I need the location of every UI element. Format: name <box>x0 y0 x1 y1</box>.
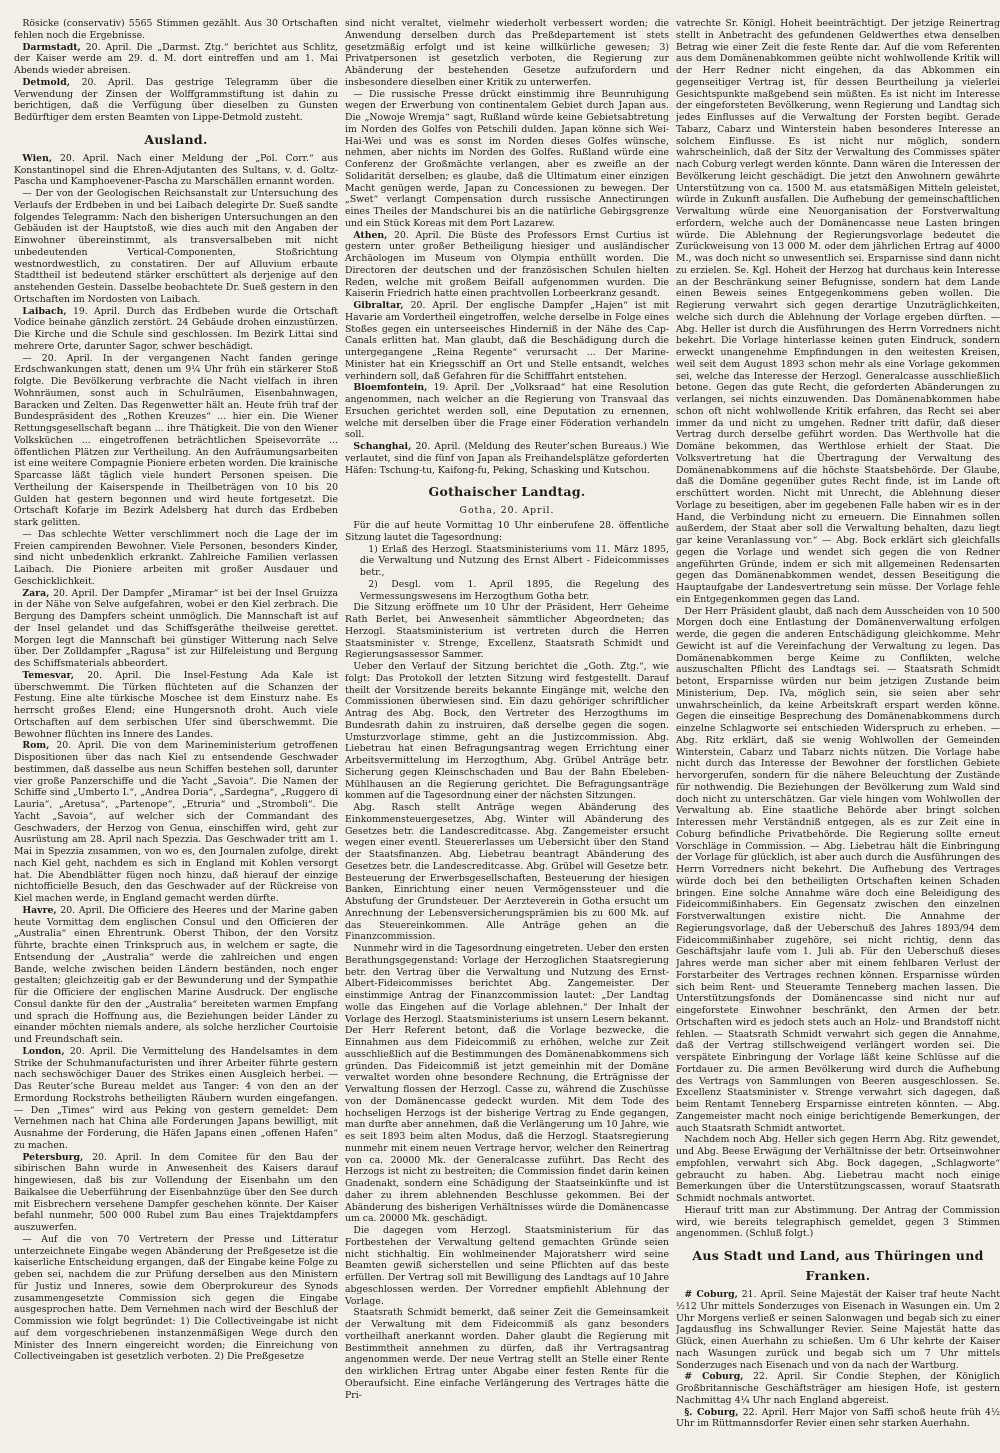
article-paragraph <box>14 529 338 588</box>
paragraph-text: 19. April. Durch das Erdbeben wurde die Ortschaft Vodice beinahe gänzlich zerstört. 24 Gebäude drohen einzustürzen. Die Kirche und die Schule sind geschlossen. Im Bezirk Littai sind mehrere Orte, darunter Sagor, schwer beschädigt. <box>14 305 338 352</box>
paragraph-text: — 20. April. In der vergangenen Nacht fanden geringe Erdschwankungen statt, denen um 9¼ Uhr früh ein stärkerer Stoß folgte. Die Bevölkerung verbrachte die Nacht vielfach in ihren Wohnräumen, sonst auch in Schulräumen, Eisenbahnwagen, Baracken und Zelten. Das Regenwetter hält an. Heute früh traf der Bundespräsident des „Rothen Kreuzes“ ... hier ein. Die Wiener Rettungsgesellschaft begann ... ihre Thätigkeit. Die von den Wiener Volksküchen ... eingetroffenen beträchtlichen Speisevorräte ... öffentlichen Plätzen zur Vertheilung. An den Aufräumungsarbeiten ist eine weitere Compagnie Pioniere erbeten worden. Die krainische Sparcasse läßt täglich viele hundert Personen speisen. Die Vertheilung der Kaiserspende in Theilbeträgen von 10 bis 20 Gulden hat gestern begonnen und wird heute fortgesetzt. Die Ortschaft Kofarje im Bezirk Adelsberg hat durch das Erdbeben stark gelitten. <box>14 352 338 528</box>
dateline-place: Wien, <box>22 152 53 164</box>
dateline-place: Laibach, <box>22 305 67 317</box>
article-paragraph <box>345 441 669 476</box>
article-paragraph <box>345 943 669 1225</box>
paragraph-text: — Der von der Geologischen Reichsanstalt zur Untersuchung des Verlaufs der Erdbeben in und bei Laibach delegirte Dr. Sueß sandte folgendes Telegramm: Nach den bisherigen Untersuchungen an den Gebäuden ist der Hauptstoß, wie dies auch mit den Angaben der Einwohner übereinstimmt, als transversalbeben mit nicht unbedeutenden Vertical-Componenten, Stoßrichtung westnordwestlich, zu constatiren. Der auf Alluvium erbaute Stadttheil ist bedeutend stärker erschüttert als derjenige auf den anstehenden Gestein. Dasselbe beobachtete Dr. Sueß gestern in den Ortschaften im Nordosten von Laibach. <box>14 188 338 305</box>
paragraph-text: sind nicht veraltet, vielmehr wiederholt verbessert worden; die Anwendung derselben durch das Preßdepartement ist stets gesetzmäßig erfolgt und ist keine willkürliche gewesen; 3) Privatpersonen ist gesetzlich verboten, die Regierung zur Abänderung der bestehenden Gesetze aufzufordern und insbesondere dieselben einer Kritik zu unterwerfen. <box>345 18 669 88</box>
paragraph-text: 20. April. Der englische Dampfer „Hajen“ ist mit Havarie am Vordertheil eingetroffen, welche derselbe in Folge eines Stoßes gegen ein unterseeisches Hinderniß in der Nähe des Cap-Canals erlitten hat. Man glaubt, daß die Beschädigung durch die untergegangene „Reina Regente“ verursacht ... Der Marine-Minister hat ein Kriegsschiff an Ort und Stelle entsandt, welches verhindern soll, daß Gefahren für die Schifffahrt entstehen. <box>345 300 669 382</box>
article-paragraph <box>345 89 669 230</box>
paragraph-text: Ausland. <box>144 131 208 147</box>
article-paragraph <box>345 300 669 382</box>
section-heading <box>345 482 669 502</box>
article-paragraph <box>676 1289 1000 1371</box>
paragraph-text: — Die russische Presse drückt einstimmig ihre Beunruhigung wegen der Erwerbung von continentalem Gebiet durch Japan aus. Die „Nowoje Wremja“ sagt, Rußland würde keine Gebietsabtretung im Norden des Golfes von Petschili dulden. Japan könne sich Wei-Hai-Wei und was es sonst im Norden dieses Golfes wünsche, nehmen, aber nichts im Norden des Golfes. Rußland würde eine Conferenz der Großmächte verlangen, aber es zweifle an der Solidarität derselben; es glaube, daß die Ultimatum einer einzigen Macht genügen werde, Japan zu Concessionen zu bewegen. Der „Swet“ verlangt Compensation durch russische Annectirungen eines Theiles der Mandschurei bis an die natürliche Gebirgsgrenze und ein Stück Koreas mit dem Port Lazarew. <box>345 88 669 229</box>
article-paragraph <box>14 188 338 306</box>
article-paragraph <box>676 18 1000 606</box>
paragraph-text: — Auf die von 70 Vertretern der Presse und Litteratur unterzeichnete Eingabe wegen Abänderung der Preßgesetze ist die kaiserliche Entscheidung ergangen, daß der Eingabe keine Folge zu geben sei, nachdem die zur Prüfung derselben aus den Ministern für Justiz und Inneres, sowie dem Oberprokureur des Synods zusammengesetzte Commission sich gegen die Eingabe ausgesprochen hatte. Dem Vernehmen nach wird der Beschluß der Commission wie folgt begründet: 1) Die Collectiveingabe ist nicht auf dem vorgeschriebenen instanzenmäßigen Wege durch den Minister des Innern eingereicht worden; die Einreichung von Collectiveingaben ist gesetzlich verboten. 2) Die Preßgesetze <box>14 1233 338 1363</box>
dateline-place: London, <box>22 1045 65 1057</box>
paragraph-text: 20. April. Der Dampfer „Miramar“ ist bei der Insel Gruizza in der Nähe von Selve aufgefahren, wobei er den Kiel zerbrach. Die Bergung des Dampfers scheint unmöglich. Die Mannschaft ist auf der Insel gelandet und das Schiffsgeräthe theilweise gerettet. Morgen legt die Mannschaft bei günstiger Witterung nach Selve über. Der Zolldampfer „Ragusa“ ist zur Hilfeleistung und Bergung des Schiffsmaterials abbeordert. <box>14 587 338 669</box>
article-paragraph <box>14 1046 338 1152</box>
article-paragraph <box>14 670 338 741</box>
article-paragraph <box>345 520 669 544</box>
paragraph-text: 20. April. Die Officiere des Heeres und der Marine gaben heute Vormittag dem englischen Consul und den Officieren der „Australia“ einen Ehrentrunk. Oberst Thibon, der den Vorsitz führte, brachte einen Trinkspruch aus, in welchem er sagte, die Entsendung der „Australia“ werde die zahlreichen und engen Bande, welche zwischen beiden Ländern beständen, noch enger gestalten; gleichzeitig gab er der Bewunderung und der Sympathie für die Officiere der englischen Marine Ausdruck. Der englische Consul dankte für den der „Australia“ bereiteten warmen Empfang und sprach die Hoffnung aus, die Beziehungen beider Länder zu einander möchten niemals andere, als solche herzlicher Courtoisie und Freundschaft sein. <box>14 904 338 1045</box>
paragraph-text: Der Herr Präsident glaubt, daß nach dem Ausscheiden von 10 500 Morgen doch eine Entlastung der Domänenverwaltung erfolgen werde, die gegen die anderen Entschädigung gleichkomme. Mehr Gewicht ist auf die Vereinfachung der Verwaltung zu legen. Das Domänenabkommen berge Keime zu Conflikten, welche auszuschalten Pflicht des Landtags sei. — Staatsrath Schmidt betont, Ersparnisse würden nur beim jetzigen Zustande beim Ministerium, Dep. IVa, möglich sein, sie seien aber sehr unwahrscheinlich, da keine Arbeitskraft erspart werden könne. Gegen die einseitige Besprechung des Domänenabkommens durch einzelne Schlagworte sei entschieden Widerspruch zu erheben. — Abg. Ritz erklärt, daß sie wenig Wohlwollen der Gemeinden Winterstein, Cabarz und Tabarz nichts nützen. Die Vorlage habe nicht durch das Interesse der Bewohner der forstlichen Gebiete hervorgerufen, sondern für die nähere Beleuchtung der Zustände für nothwendig. Die Beziehungen der Bevölkerung zum Wald sind doch nicht zu unterschätzen. Gar viele hingen vom Wohlwollen der Verwaltung ab. Eine staatliche Behörde aber bringt solchen Interessen mehr Verständniß entgegen, als es zur Zeit eine in Coburg befindliche Privatbehörde. Die Regierung sollte erneut Vorschläge in Commission. — Abg. Liebetrau hält die Einbringung der Vorlage für glücklich, ist aber auch durch die Ausführungen des Herrn Vorredners nicht bekehrt. Die Aufhebung des Vertrages würde doch bei den betheiligten Ortschaften keinen Schaden bringen. Eine solche Annahme wäre doch eine Beleidigung des Fideicommißinhabers. Ein Gegensatz zwischen den einzelnen Forstverwaltungen existire nicht. Die Annahme der Regierungsvorlage, daß der Ueberschuß des Jahres 1893/94 dem Fideicommißinhaber zugehöre, sei nicht richtig, denn das Geschäftsjahr laufe vom 1. Juli ab. Für den Ueberschuß dieses Jahres werde man sicher aber mit einem fehlbaren Verlust der Forstarbeiter des Vertrages rechnen können. Ersparnisse würden sich beim Rent- und Steueramte Tenneberg machen lassen. Die Unterstützungsfonds der Domänencasse sind nicht nur auf eingeforstete Einwohner beschränkt, den Armen der betr. Ortschaften wird es jedoch stets auch an Holz- und Brandstoff nicht fehlen. — Staatsrath Schmidt verwahrt sich gegen die Annahme, daß der Vertrag stillschweigend verlängert worden sei. Die verspätete Einbringung der Vorlage läßt keine Schlüsse auf die Fortdauer zu. Die armen Bevölkerung wird durch die Aufhebung des Vertrags von Sammlungen von Beeren ausgeschlossen. Se. Excellenz Staatsminister v. Strenge verwahrt sich dagegen, daß beim Rentamt Tenneberg Ersparnisse eintreten könnten. — Abg. Zangemeister macht noch einige berichtigende Bemerkungen, der auch Staatsrath Schmidt antwortet. <box>676 605 1000 1134</box>
dateline-place: Schanghai, <box>353 441 412 452</box>
paragraph-text: 20. April. Die Vermittelung des Handelsamtes in dem Strike der Schuhmanufacturisten und ihrer Arbeiter führte gestern nach sechswöchiger Dauer des Strikes einen Ausgleich herbei. — Das Reuter’sche Bureau meldet aus Tanger: 4 von den an der Ermordung Rockstrohs betheiligten Räubern wurden eingefangen. — Den „Times“ wird aus Peking von gestern gemeldet: Dem Vernehmen nach hat China alle Forderungen Japans bewilligt, mit Ausnahme der Forderung, die Häfen Japans einen „offenen Hafen“ zu machen. <box>14 1045 338 1151</box>
paragraph-text: Staatsrath Schmidt bemerkt, daß seiner Zeit die Gemeinsamkeit der Verwaltung mit dem Fideicommiß als ganz besonders vortheilhaft anerkannt worden. Daher glaubt die Regierung mit Bestimmtheit annehmen zu dürfen, daß ihr Vertragsantrag angenommen werde. Der neue Vertrag stellt an Stelle einer Rente den wirklichen Ertrag unter Abgabe einer festen Rente für die Oberaufsicht. Eine einfache Verlängerung des Vertrages hätte die Pri- <box>345 1307 669 1401</box>
article-paragraph <box>676 1371 1000 1406</box>
dateline-place: Zara, <box>22 587 50 599</box>
column-left <box>14 18 338 1438</box>
paragraph-text: — Das schlechte Wetter verschlimmert noch die Lage der im Freien campirenden Bewohner. Viele Personen, besonders Kinder, sind nicht unbedenklich erkrankt. Zahlreiche Familien verlassen Laibach. Die Pioniere arbeiten mit großer Ausdauer und Geschicklichkeit. <box>14 528 338 587</box>
article-paragraph <box>345 230 669 301</box>
article-paragraph <box>345 602 669 661</box>
dateline-place: Temesvar, <box>22 669 74 681</box>
dateline-place: Rom, <box>22 740 50 752</box>
paragraph-text: Die dagegen vom Herzogl. Staatsministerium für das Fortbestehen der Verwaltung geltend gemachten Gründe seien nicht stichhaltig. Ein wohlmeinender Majoratsherr wird seine Beamten gewiß sicherstellen und seine Pflichten auf das beste erfüllen. Der Vertrag soll mit Bewilligung des Landtags auf 10 Jahre abgeschlossen werden. Der Vorredner empfiehlt Ablehnung der Vorlage. <box>345 1225 669 1307</box>
paragraph-text: Ueber den Verlauf der Sitzung berichtet die „Goth. Ztg.“, wie folgt: Das Protokoll der letzten Sitzung wird festgestellt. Darauf theilt der Vorsitzende bereits bekannte Eingänge mit, welche den Commissionen überwiesen sind. Ein dazu gehöriger schriftlicher Antrag des Abg. Bock, den Vertreter des Herzogthums im Bundesrath dahin zu instruiren, daß derselbe gegen die sogen. Umsturzvorlage stimme, geht an die Justizcommission. Abg. Liebetrau hat einen Befragungsantrag wegen Errichtung einer Arbeitsvermittelung im Herzogthum, Abg. Grübel Anträge betr. Sicherung gegen Kleinschschaden und Bau der Bahn Ebeleben-Mühlhausen an die Regierung gerichtet. Die Befragungsanträge kommen auf die Tagesordnung einer der nächsten Sitzungen. <box>345 661 669 802</box>
paragraph-text: vatrechte Sr. Königl. Hoheit beeinträchtigt. Der jetzige Reinertrag stellt in Anbetracht des gefundenen Geldwerthes etwa denselben Betrag wie einer Zeit die feste Rente dar. Auf die vom Referenten aus dem Domänenabkommen geübte nicht wohlwollende Kritik will der Herr Redner nicht eingehen, da das Abkommen ein gegenseitiger Vertrag ist, für dessen Beurtheilung ja vielerlei Gesichtspunkte maßgebend sein müßten. Es ist nicht im Interesse der eingeforsteten Bevölkerung, wenn Regierung und Landtag sich jedes Einflusses auf die Verwaltung der Forsten begibt. Gerade Tabarz, Cabarz und Winterstein haben besonderes Interesse an solchem Einflusse. Es ist nicht nur möglich, sondern wahrscheinlich, daß der Sitz der Verwaltung des Commisses später nach Coburg verlegt werden könnte. Dann wären die Interessen der Bevölkerung leicht geschädigt. Die jetzt den Anwohnern gewährte Unterstützung von ca. 1500 M. aus etatsmäßigen Mitteln geleistet, würde in Zukunft ausfallen. Die Aufhebung der gemeinschaftlichen Verwaltung würde eine Neuorganisation der Forstverwaltung erfordern, welche auch der Domänencasse neue Lasten bringen würde. Die Ablehnung der Regierungsvorlage bedeutet die Zurückweisung von 13 000 M. oder dem jährlichen Ertrag auf 4000 M., was doch nicht so unwesentlich sei. Ersparnisse sind dann nicht zu erzielen. Se. Kgl. Hoheit der Herzog hat durchaus kein Interesse an der Beschränkung seiner Befugnisse, sondern hat dem Lande einen Beweis seines Entgegenkommens geben wollen. Die Regierung verwahrt sich gegen derartige Unzuträglichkeiten, welche sich durch die Ablehnung der Vorlage ergeben dürften. — Abg. Heller ist durch die Ausführungen des Herrn Vorredners nicht bekehrt. Die Vorlage hinterlasse keinen guten Eindruck, sondern erweckt unangenehme Empfindungen in den weitesten Kreisen, weil seit dem August 1893 schon mehr als eine Vorlage gekommen sei, welche das Interesse der Herzogl. Generalcasse ausschließlich betone. Gegen das gute Recht, die geforderten Abänderungen zu verlangen, sei nichts einzuwenden. Das Domänenabkommen habe schon oft nicht wohlwollende Kritik erfahren, das Recht sei aber immer da und nicht zu umgehen. Redner tritt dafür, daß dieser Vertrag durch derselbe geführt worden. Das Werthvolle hat die Domäne bekommen, das Werthlose erhielt der Staat. Die Volksvertretung hat die Übertragung der Verwaltung des Domänenabkommens auf die höchste Staatsbehörde. Der Glaube, daß die Domäne gegenüber gutes Recht finde, ist im Lande oft erschüttert worden. Nicht mit Unrecht, die Ablehnung dieser Vorlage zu beseitigen, aber im gegebenen Falle haben wir es in der Hand, die Verbindung nicht zu erneuern. Die Einnahmen sollen außerdem, der Staat aber soll die Verwaltung behalten, dazu liegt gar keine Veranlassung vor.“ — Abg. Bock erklärt sich gleichfalls gegen die Vorlage und wendet sich gegen die von Redner angeführten Gründe, indem er sich mit allgemeinen Redensarten gegen das Domänenabkommen wendet, dessen Beseitigung die Hauptaufgabe der Landesvertretung sein müsse. Der Vorlage fehle ein Entgegenkommen gegen das Land. <box>676 18 1000 605</box>
dateline-place: Darmstadt, <box>22 41 81 53</box>
dateline-place: Detmold, <box>22 76 70 88</box>
article-paragraph <box>345 661 669 802</box>
column-grid <box>14 18 1000 1438</box>
article-paragraph <box>14 42 338 77</box>
paragraph-text: Abg. Rasch stellt Anträge wegen Abänderung des Einkommensteuergesetzes, Abg. Winter will Abänderung des Gesetzes betr. die Landescreditcasse. Abg. Zangemeister ersucht wegen einer eventl. Steuererlasses um Uebersicht über den Stand der Staatsfinanzen. Abg. Liebetrau beantragt Abänderung des Gesetzes betr. die Landescreditcasse. Abg. Grübel will Gesetze betr. Besteuerung der Erwerbsgesellschaften, Besteuerung der hiesigen Banken, Einrichtung einer neuen Vermögenssteuer und die Abstufung der Grundsteuer. Der Aerzteverein in Gotha ersucht um Anrechnung der Lebensversicherungsprämien bis zu 600 Mk. auf das Steuereinkommen. Alle Anträge gehen an die Finanzcommission. <box>345 802 669 943</box>
paragraph-text: 20. April. (Meldung des Reuter’schen Bureaus.) Wie verlautet, sind die fünf von Japan als Freihandelsplätze geforderten Häfen: Tschung-tu, Kaifong-fu, Peking, Schasking und Kutschou. <box>345 441 669 476</box>
dateline-place: Petersburg, <box>22 1151 84 1163</box>
article-paragraph <box>14 905 338 1046</box>
article-paragraph <box>676 1134 1000 1205</box>
article-paragraph <box>676 1205 1000 1240</box>
section-heading <box>676 1246 1000 1286</box>
column-middle <box>345 18 669 1438</box>
dateline-place: Athen, <box>353 229 388 241</box>
dateline-place: Bloemfontein, <box>353 382 428 394</box>
paragraph-text: 20. April. In dem Comitee für den Bau der sibirischen Bahn wurde in Anwesenheit des Kaisers darauf hingewiesen, daß bis zur Vollendung der Eisenbahn um den Baikalsee die Ueberführung der Eisenbahnzüge über den See durch mit Eisbrechern versehene Dampfer geschehen könnte. Der Kaiser befahl nunmehr, 500 000 Rubel zum Bau eines Trajektdampfers auszuwerfen. <box>14 1151 338 1233</box>
paragraph-text: Nunmehr wird in die Tagesordnung eingetreten. Ueber den ersten Berathungsgegenstand: Vorlage der Herzoglichen Staatsregierung betr. den Vertrag über die Verwaltung und Nutzung des Ernst-Albert-Fideicommisses berichtet Abg. Zangemeister. Der einstimmige Antrag der Finanzcommission lautet: „Der Landtag wolle das Eingehen auf die Vorlage ablehnen.“ Der Inhalt der Vorlage des Herzogl. Staatsministeriums ist unsern Lesern bekannt. Der Herr Referent betont, daß die Vorlage bezwecke, die Einnahmen aus dem Fideicommiß zu erhöhen, welche zur Zeit ausschließlich auf die Bestimmungen des Domänenabkommens sich gründen. Das Fideicommiß ist jetzt gemeinhin mit der Domäne verwaltet worden ohne besondere Rechnung, die Erträgnisse der Verwaltung flossen der Herzogl. Casse zu, während die Zuschüsse von der Domänencasse gedeckt wurden. Mit dem Tode des hochseligen Herzogs ist der bisherige Vertrag zu Ende gegangen, man durfte aber annehmen, daß die Verlängerung um 10 Jahre, wie es seit 1893 beim alten Modus, daß die Herzogl. Staatsregierung nunmehr mit einem neuen Vertrage hervor, welcher den Reinertrag von ca. 20000 Mk. der Generalcasse zuführt. Das Recht des Herzogs ist nicht zu bestreiten; die Commission findet darin keinen Gnadenakt, sondern eine Schädigung der Staatseinkünfte und ist daher zu ihrem ablehnenden Beschlusse gekommen. Bei der Abänderung des bisherigen Verhältnisses würde die Domänencasse um ca. 20000 Mk. geschädigt. <box>345 943 669 1225</box>
article-paragraph <box>345 1307 669 1401</box>
dateline-place: # Coburg, <box>684 1289 738 1300</box>
article-paragraph <box>14 18 338 42</box>
paragraph-text: Für die auf heute Vormittag 10 Uhr einberufene 28. öffentliche Sitzung lautet die Tagesordnung: <box>345 520 669 543</box>
article-paragraph <box>676 606 1000 1135</box>
dateline-place: Gibraltar, <box>353 300 404 311</box>
paragraph-text: 22. April. Herr Major von Saffi schoß heute früh 4½ Uhr im Rüttmannsdorfer Revier einen sehr starken Auerhahn. <box>676 1406 1000 1430</box>
paragraph-text: Gothaischer Landtag. <box>428 484 586 500</box>
dateline-place: # Coburg, <box>684 1371 744 1383</box>
paragraph-text: Hierauf tritt man zur Abstimmung. Der Antrag der Commission wird, wie bereits telegraphisch gemeldet, gegen 3 Stimmen angenommen. (Schluß folgt.) <box>676 1204 1000 1240</box>
paragraph-text: Gotha, 20. April. <box>459 505 555 517</box>
column-right <box>676 18 1000 1438</box>
dateline-place: Havre, <box>22 904 57 916</box>
article-paragraph <box>14 353 338 529</box>
paragraph-text: 1) Erlaß des Herzogl. Staatsministeriums vom 11. März 1895, die Verwaltung und Nutzung des Ernst Albert - Fideicommisses betr., <box>359 543 669 578</box>
paragraph-text: 20. April. Die Insel-Festung Ada Kale ist überschwemmt. Die Türken flüchteten auf die Schanzen der Festung. Eine alte türkische Moschee ist dem Einsturz nahe. Es herrscht großes Elend; eine Hungersnoth droht. Auch viele Ortschaften auf dem serbischen Ufer sind überschwemmt. Die Bewohner flüchten ins Innere des Landes. <box>14 669 338 740</box>
dateline-place: §. Coburg, <box>684 1406 739 1418</box>
paragraph-text: 20. April. Die von dem Marineministerium getroffenen Dispositionen über das nach Kiel zu entsendende Geschwader bestimmen, daß dasselbe aus neun Schiffen bestehen soll, darunter vier große Panzerschiffe und die Yacht „Savoia“. Die Namen der Schiffe sind „Umberto I.“, „Andrea Doria“, „Sardegna“, „Ruggero di Lauria“, „Aretusa“, „Partenope“, „Etruria“ und „Stromboli“. Die Yacht „Savoia“, auf welcher sich der Commandant des Geschwaders, der Herzog von Genua, einschiffen wird, geht zur Ausrüstung am 28. April nach Spezzia. Das Geschwader tritt am 1. Mai in Spezzia zusammen, von wo es, den Journalen zufolge, direkt nach Kiel geht, nachdem es sich in England mit Kohlen versorgt hat. Die Abendblätter fügen noch hinzu, daß hierauf der einzige nichtofficielle Besuch, den das Geschwader auf der Rückreise von Kiel machen werde, in England gemacht werden dürfte. <box>14 740 338 904</box>
paragraph-text: 21. April. Seine Majestät der Kaiser traf heute Nacht ½12 Uhr mittels Sonderzuges von Eisenach in Wasungen ein. Um 2 Uhr Morgens verließ er seinen Salonwagen und begab sich zu einer Jagdausflug ins Schwallunger Revier. Seine Majestät hatte das Glück, einen Auerhahn zu schießen. Um 6 Uhr kehrte der Kaiser nach Wasungen zurück und begab sich um 7 Uhr mittels Sonderzuges nach Eisenach und von da nach der Wartburg. <box>676 1289 1000 1371</box>
article-paragraph <box>676 1407 1000 1431</box>
paragraph-text: 2) Desgl. vom 1. April 1895, die Regelung des Vermessungswesens im Herzogthum Gotha betr. <box>359 578 669 602</box>
paragraph-text: Rösicke (conservativ) 5565 Stimmen gezählt. Aus 30 Ortschaften fehlen noch die Ergebnisse. <box>14 18 338 41</box>
article-paragraph <box>14 1152 338 1234</box>
article-paragraph <box>14 77 338 124</box>
section-heading <box>14 130 338 150</box>
paragraph-text: 20. April. Das gestrige Telegramm über die Verwendung der Zinsen der Wolffgrammstiftung ist dahin zu berichtigen, daß die Verfügung über dieselben zu Gunsten Bedürftiger dem ersten Beamten von Lippe-Detmold zusteht. <box>14 76 338 123</box>
article-paragraph <box>14 306 338 353</box>
article-paragraph <box>345 802 669 943</box>
paragraph-text: Aus Stadt und Land, aus Thüringen und Franken. <box>692 1248 984 1283</box>
paragraph-text: 20. April. Die „Darmst. Ztg.“ berichtet aus Schlitz, der Kaiser werde am 29. d. M. dort eintreffen und am 1. Mai Abends wieder abreisen. <box>14 41 338 76</box>
paragraph-text: Nachdem noch Abg. Heller sich gegen Herrn Abg. Ritz gewendet, und Abg. Beese Erwägung der Verhältnisse der betr. Ortseinwohner empfohlen, verwahrt sich Abg. Bock dagegen, „Schlagworte“ gebraucht zu haben. Abg. Liebetrau macht noch einige Bemerkungen über die Unterstützungscassen, worauf Staatsrath Schmidt nochmals antwortet. <box>676 1134 1000 1204</box>
article-paragraph <box>14 153 338 188</box>
agenda-item <box>345 544 669 579</box>
article-paragraph <box>345 382 669 441</box>
article-paragraph <box>14 1234 338 1363</box>
paragraph-text: 20. April. Nach einer Meldung der „Pol. Corr.“ aus Konstantinopel sind die Ehren-Adjutanten des Sultans, v. d. Goltz-Pascha und Kamphoevener-Pascha zu Marschällen ernannt worden. <box>14 152 338 188</box>
article-paragraph <box>14 588 338 670</box>
paragraph-text: 22. April. Sir Condie Stephen, der Königlich Großbritannische Geschäftsträger am hiesigen Hofe, ist gestern Nachmittag 4¼ Uhr nach England abgereist. <box>676 1371 1000 1406</box>
dateline <box>345 505 669 517</box>
agenda-item <box>345 579 669 603</box>
paragraph-text: 19. April. Der „Volksraad“ hat eine Resolution angenommen, nach welcher an die Regierung von Transvaal das Ersuchen gerichtet werden soll, eine Deputation zu ernennen, welche mit derselben über die Frage einer Föderation verhandeln soll. <box>345 382 669 441</box>
article-paragraph <box>14 740 338 905</box>
article-paragraph <box>345 18 669 89</box>
article-paragraph <box>345 1225 669 1307</box>
paragraph-text: Die Sitzung eröffnete um 10 Uhr der Präsident, Herr Geheime Rath Berlet, bei Anwesenheit sämmtlicher Abgeordneten; das Herzogl. Staatsministerium ist vertreten durch die Herren Staatsminister v. Strenge, Excellenz, Staatsrath Schmidt und Regierungsassessor Sammer. <box>345 602 669 661</box>
paragraph-text: 20. April. Die Büste des Professors Ernst Curtius ist gestern unter großer Betheiligung hiesiger und ausländischer Archäologen im Museum von Olympia enthüllt worden. Die Directoren der deutschen und der französischen Schulen hielten Reden, welche mit großem Beifall aufgenommen wurden. Die Kaiserin Friedrich hatte einen prachtvollen Lorbeerkranz gesandt. <box>345 229 669 300</box>
